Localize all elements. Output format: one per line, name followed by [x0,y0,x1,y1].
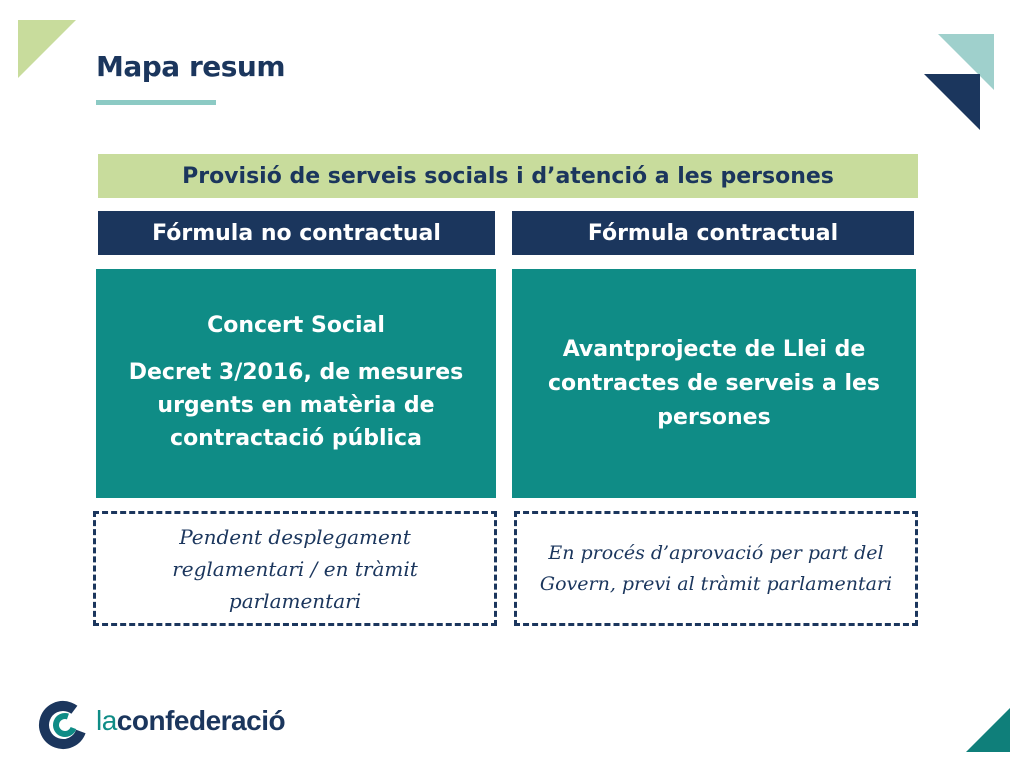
column-header-label: Fórmula contractual [587,220,839,246]
card-concert-social [96,269,496,498]
corner-triangle-top-right-dark [924,74,980,130]
banner [98,154,918,198]
column-header-non-contractual [98,211,495,255]
status-note-left [93,511,497,626]
logo-prefix: la [96,705,117,736]
status-note-text: Pendent desplegament reglamentari / en tràmit parlamentari [172,524,418,613]
status-note-right [514,511,918,626]
column-header-label: Fórmula no contractual [152,220,441,246]
logo-wordmark [96,705,285,737]
logo-c-icon [38,700,88,750]
card-title: Concert Social [207,312,385,338]
title-underline [96,100,216,105]
column-header-contractual [512,211,914,255]
slide-title: Mapa resum [96,50,286,83]
card-avantprojecte [512,269,916,498]
corner-triangle-bottom-right [966,708,1010,752]
status-note-text: En procés d’aprovació per part del Govern, previ al tràmit parlamentari [539,541,893,595]
banner-text: Provisió de serveis socials i d’atenció a les persones [182,163,834,189]
card-body: Decret 3/2016, de mesures urgents en matèria de contractació pública [128,359,464,451]
corner-triangle-top-left [18,20,76,78]
logo-name: confederació [116,705,286,736]
card-body: Avantprojecte de Llei de contractes de serveis a les persones [547,336,881,430]
